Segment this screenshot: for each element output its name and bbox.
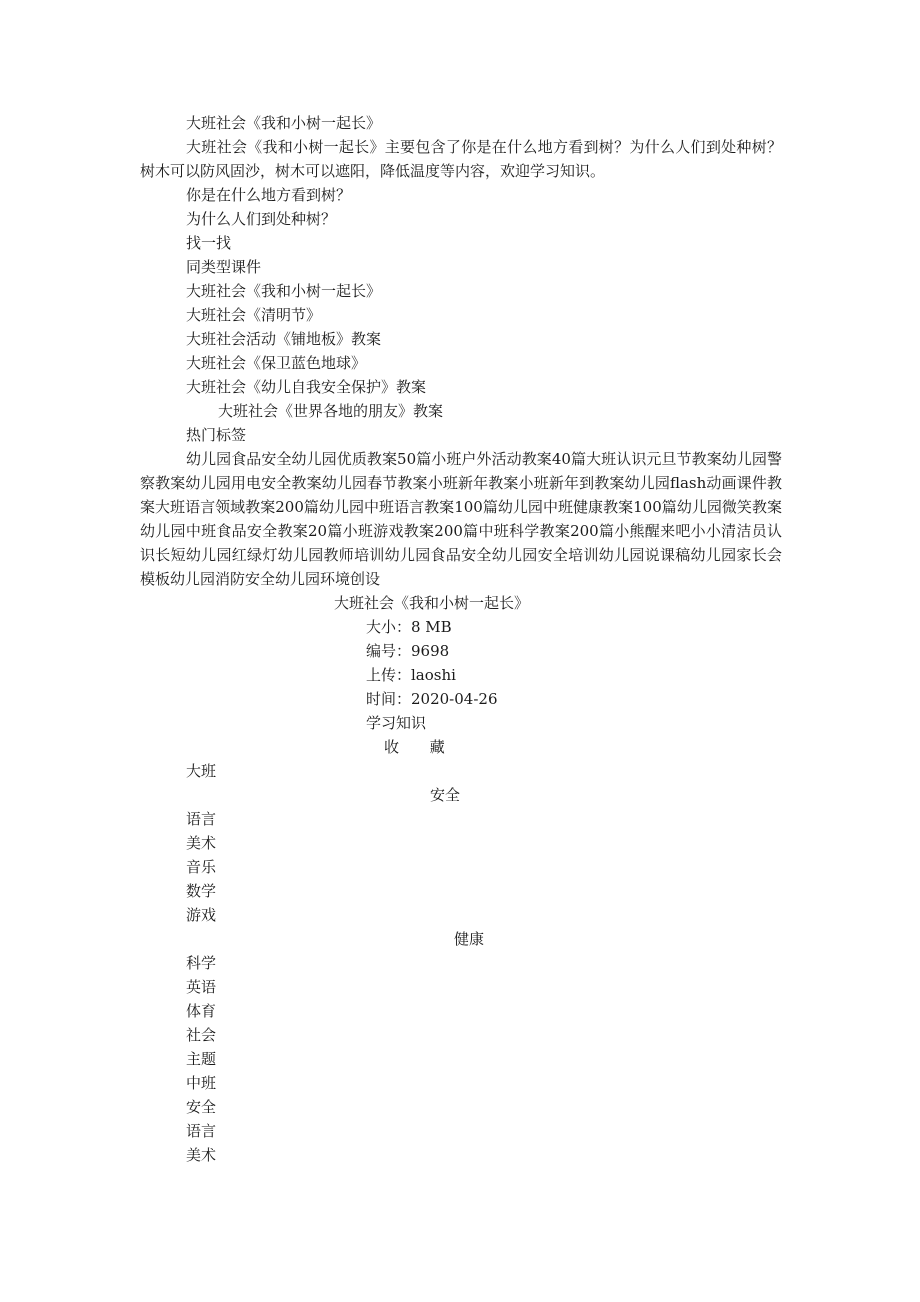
file-title: 大班社会《我和小树一起长》 bbox=[334, 594, 530, 612]
tags-paragraph: 幼儿园食品安全幼儿园优质教案50篇小班户外活动教案40篇大班认识元旦节教案幼儿园警察教案幼儿园用电安全教案幼儿园春节教案小班新年教案小班新年到教案幼儿园flash动画课件教案大班语言领域教案200篇幼儿园中班语言教案100篇幼儿园中班健康教案100篇幼儿园微笑教案幼儿园中班食品安全教案20篇小班游戏教案200篇中班科学教案200篇小熊醒来吧小小清洁员认识长短幼儿园红绿灯幼儿园教师培训幼儿园食品安全幼儿园安全培训幼儿园说课稿幼儿园家长会模板幼儿园消防安全幼儿园环境创设 bbox=[140, 450, 782, 588]
category-link[interactable]: 中班 bbox=[186, 1074, 217, 1092]
category-link[interactable]: 健康 bbox=[454, 930, 485, 948]
category-link[interactable]: 主题 bbox=[186, 1050, 217, 1068]
category-link[interactable]: 安全 bbox=[186, 1098, 217, 1116]
similar-link[interactable]: 大班社会《清明节》 bbox=[186, 306, 322, 324]
favorite-button[interactable]: 收 藏 bbox=[384, 738, 445, 756]
file-category[interactable]: 学习知识 bbox=[366, 714, 427, 732]
category-link[interactable]: 语言 bbox=[186, 810, 217, 828]
similar-link[interactable]: 大班社会活动《铺地板》教案 bbox=[186, 330, 382, 348]
file-number: 编号：9698 bbox=[366, 642, 450, 660]
category-link[interactable]: 安全 bbox=[430, 786, 461, 804]
category-link[interactable]: 科学 bbox=[186, 954, 217, 972]
category-link[interactable]: 大班 bbox=[186, 762, 217, 780]
category-link[interactable]: 游戏 bbox=[186, 906, 217, 924]
document-title: 大班社会《我和小树一起长》 bbox=[186, 114, 382, 132]
question-1: 你是在什么地方看到树？ bbox=[186, 186, 352, 204]
category-link[interactable]: 社会 bbox=[186, 1026, 217, 1044]
similar-link[interactable]: 大班社会《幼儿自我安全保护》教案 bbox=[186, 378, 427, 396]
intro-paragraph: 大班社会《我和小树一起长》主要包含了你是在什么地方看到树？为什么人们到处种树？树木可以防风固沙，树木可以遮阳，降低温度等内容，欢迎学习知识。 bbox=[140, 138, 782, 180]
file-size: 大小：8 MB bbox=[366, 618, 452, 636]
category-link[interactable]: 语言 bbox=[186, 1122, 217, 1140]
similar-link[interactable]: 大班社会《世界各地的朋友》教案 bbox=[218, 402, 444, 420]
similar-link[interactable]: 大班社会《保卫蓝色地球》 bbox=[186, 354, 367, 372]
similar-heading: 同类型课件 bbox=[186, 258, 262, 276]
find-label: 找一找 bbox=[186, 234, 232, 252]
category-link[interactable]: 音乐 bbox=[186, 858, 217, 876]
tags-heading: 热门标签 bbox=[186, 426, 247, 444]
category-link[interactable]: 美术 bbox=[186, 1146, 217, 1164]
category-link[interactable]: 体育 bbox=[186, 1002, 217, 1020]
question-2: 为什么人们到处种树？ bbox=[186, 210, 337, 228]
similar-link[interactable]: 大班社会《我和小树一起长》 bbox=[186, 282, 382, 300]
category-link[interactable]: 英语 bbox=[186, 978, 217, 996]
category-link[interactable]: 数学 bbox=[186, 882, 217, 900]
category-link[interactable]: 美术 bbox=[186, 834, 217, 852]
file-time: 时间：2020-04-26 bbox=[366, 690, 498, 708]
file-uploader: 上传：laoshi bbox=[366, 666, 456, 684]
